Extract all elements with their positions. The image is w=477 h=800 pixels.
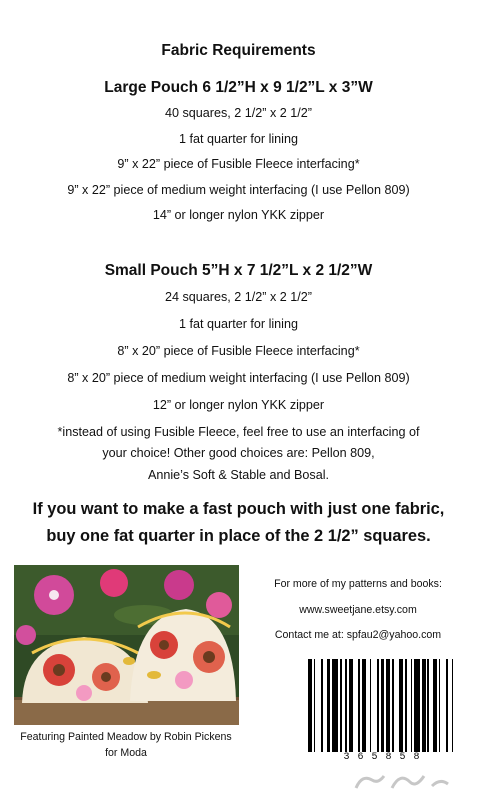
large-item: 14” or longer nylon YKK zipper xyxy=(152,208,325,222)
caption-line: Featuring Painted Meadow by Robin Pickens xyxy=(20,731,232,743)
small-item: 12” or longer nylon YKK zipper xyxy=(152,398,325,412)
large-pouch-heading: Large Pouch 6 1/2”H x 9 1/2”L x 3”W xyxy=(104,79,373,96)
small-item: 8” x 20” piece of medium weight interfacing (I use Pellon 809) xyxy=(67,371,410,385)
footnote-line: *instead of using Fusible Fleece, feel free to use an interfacing of xyxy=(57,425,420,439)
footnote-line: your choice! Other good choices are: Pellon 809, xyxy=(102,446,375,460)
footnote-line: Annie’s Soft & Stable and Bosal. xyxy=(147,468,330,482)
barcode xyxy=(308,659,456,771)
page-title: Fabric Requirements xyxy=(161,42,316,59)
large-item: 9” x 22” piece of Fusible Fleece interfacing* xyxy=(117,157,360,171)
contact-email[interactable]: Contact me at: spfau2@yahoo.com xyxy=(274,629,442,641)
website-link[interactable]: www.sweetjane.etsy.com xyxy=(299,604,417,616)
large-item: 40 squares, 2 1/2” x 2 1/2” xyxy=(164,106,312,120)
tip-line: If you want to make a fast pouch with just one fabric, xyxy=(32,500,445,518)
small-pouch-heading: Small Pouch 5”H x 7 1/2”L x 2 1/2”W xyxy=(104,262,373,279)
more-patterns-text: For more of my patterns and books: xyxy=(274,578,442,590)
barcode-bars xyxy=(308,659,456,754)
small-item: 8” x 20” piece of Fusible Fleece interfacing* xyxy=(117,344,360,358)
tip-line: buy one fat quarter in place of the 2 1/2” squares. xyxy=(46,527,431,545)
large-item: 1 fat quarter for lining xyxy=(178,132,298,146)
barcode-number: 3 6 5 8 5 8 xyxy=(308,752,456,763)
caption-line: for Moda xyxy=(105,747,147,759)
watermark-icon xyxy=(352,770,452,792)
watermark-logo xyxy=(352,770,452,794)
small-item: 24 squares, 2 1/2” x 2 1/2” xyxy=(164,290,312,304)
pouch-photo-illustration xyxy=(14,565,239,725)
photo-caption xyxy=(6,729,246,761)
small-item: 1 fat quarter for lining xyxy=(178,317,298,331)
large-item: 9” x 22” piece of medium weight interfacing (I use Pellon 809) xyxy=(67,183,410,197)
pouch-photo xyxy=(14,565,239,725)
